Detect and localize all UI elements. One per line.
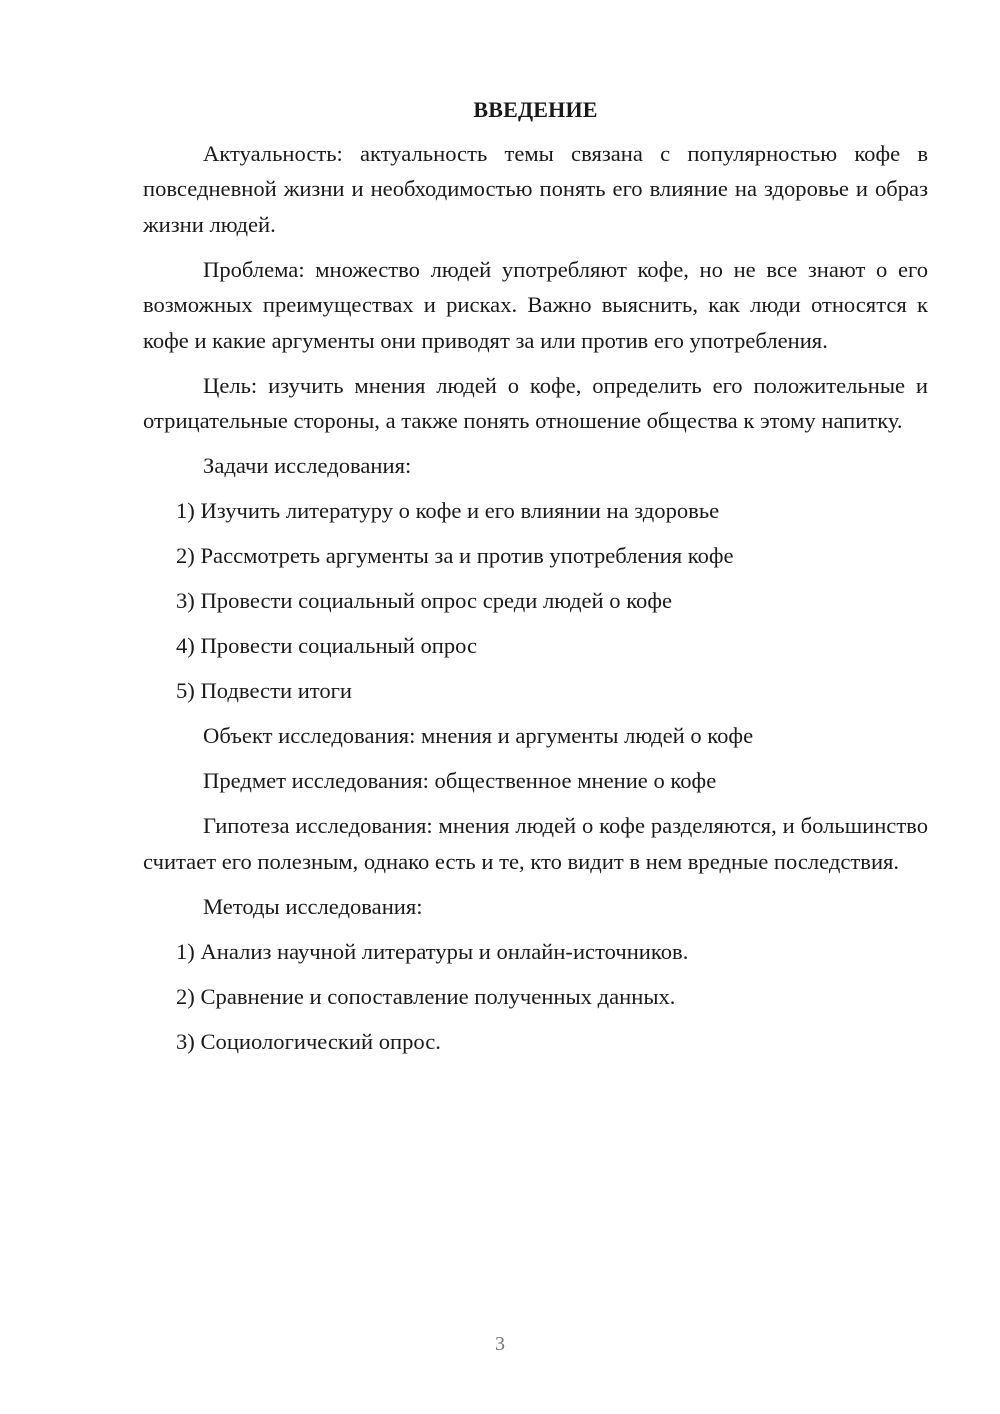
method-item: 3) Социологический опрос. bbox=[176, 1028, 441, 1054]
method-item: 1) Анализ научной литературы и онлайн-источников. bbox=[176, 938, 689, 964]
subject-line: Предмет исследования: общественное мнение о кофе bbox=[203, 768, 717, 793]
task-item: 3) Провести социальный опрос среди людей о кофе bbox=[176, 588, 672, 613]
object-line: Объект исследования: мнения и аргументы людей о кофе bbox=[203, 723, 754, 748]
methods-list bbox=[143, 934, 928, 1060]
task-item: 5) Подвести итоги bbox=[176, 678, 353, 703]
tasks-heading: Задачи исследования: bbox=[203, 453, 412, 478]
relevance-paragraph: Актуальность: актуальность темы связана с популярностью кофе в повседневной жизни и необходимостью понять его влияние на здоровье и образ жизни людей. bbox=[143, 140, 928, 237]
task-item: 1) Изучить литературу о кофе и его влиянии на здоровье bbox=[176, 498, 720, 523]
page-number: 3 bbox=[495, 1333, 505, 1355]
goal-paragraph: Цель: изучить мнения людей о кофе, определить его положительные и отрицательные стороны, а также понять отношение общества к этому напитку. bbox=[143, 372, 928, 433]
section-heading: ВВЕДЕНИЕ bbox=[473, 97, 598, 122]
problem-paragraph: Проблема: множество людей употребляют кофе, но не все знают о его возможных преимуществах и рисках. Важно выяснить, как люди относятся к кофе и какие аргументы они приводят за или против его употребления. bbox=[143, 256, 928, 353]
hypothesis-paragraph: Гипотеза исследования: мнения людей о кофе разделяются, и большинство считает его полезным, однако есть и те, кто видит в нем вредные последствия. bbox=[143, 813, 928, 874]
task-item: 2) Рассмотреть аргументы за и против употребления кофе bbox=[176, 543, 734, 568]
task-item: 4) Провести социальный опрос bbox=[176, 633, 478, 658]
page-content bbox=[143, 92, 928, 1069]
methods-heading: Методы исследования: bbox=[203, 893, 423, 919]
method-item: 2) Сравнение и сопоставление полученных данных. bbox=[176, 983, 676, 1009]
tasks-list bbox=[143, 493, 928, 709]
